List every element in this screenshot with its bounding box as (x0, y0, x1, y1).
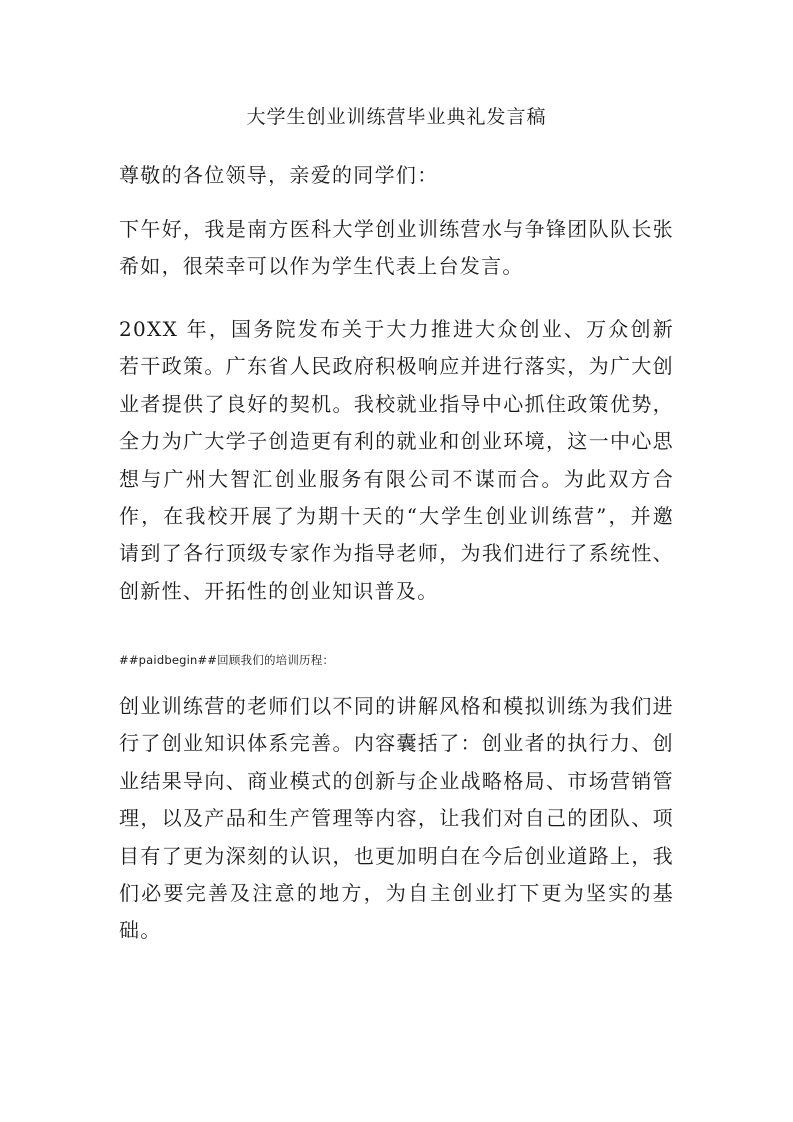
paragraph-background: 20XX 年，国务院发布关于大力推进大众创业、万众创新若干政策。广东省人民政府积极响应并进行落实，为广大创业者提供了良好的契机。我校就业指导中心抓住政策优势，全力为广大学子创造更有利的就业和创业环境，这一中心思想与广州大智汇创业服务有限公司不谋而合。为此双方合作，在我校开展了为期十天的“大学生创业训练营”，并邀请到了各行顶级专家作为指导老师，为我们进行了系统性、创新性、开拓性的创业知识普及。 (119, 317, 674, 603)
greeting: 尊敬的各位领导，亲爱的同学们： (119, 163, 439, 187)
document-title: 大学生创业训练营毕业典礼发言稿 (246, 106, 547, 128)
paragraph-training: 创业训练营的老师们以不同的讲解风格和模拟训练为我们进行了创业知识体系完善。内容囊括了：创业者的执行力、创业结果导向、商业模式的创新与企业战略格局、市场营销管理，以及产品和生产管理等内容，让我们对自己的团队、项目有了更为深刻的认识，也更加明白在今后创业道路上，我们必要完善及注意的地方，为自主创业打下更为坚实的基础。 (119, 694, 674, 943)
section-marker: ##paidbegin##回顾我们的培训历程： (119, 653, 335, 667)
paragraph-intro: 下午好，我是南方医科大学创业训练营水与争锋团队队长张希如，很荣幸可以作为学生代表上台发言。 (119, 217, 674, 279)
